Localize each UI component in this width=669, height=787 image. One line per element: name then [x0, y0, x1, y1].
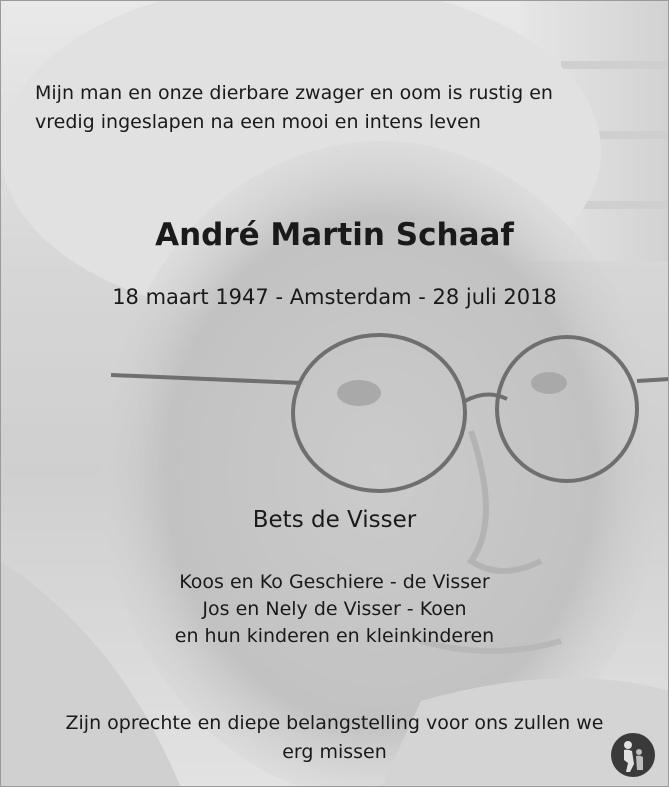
- intro-text: [35, 79, 638, 137]
- spouse-name: Bets de Visser: [252, 507, 417, 533]
- closing-line-1: Zijn oprechte en diepe belangstelling voor ons zullen we: [65, 712, 604, 734]
- closing-text: [21, 709, 648, 767]
- intro-line-1: Mijn man en onze dierbare zwager en oom is rustig en: [35, 82, 553, 104]
- family-list: [1, 569, 668, 650]
- family-line-3: en hun kinderen en kleinkinderen: [174, 625, 495, 647]
- life-dates: 18 maart 1947 - Amsterdam - 28 juli 2018: [112, 285, 557, 309]
- intro-line-2: vredig ingeslapen na een mooi en intens leven: [35, 111, 481, 133]
- closing-line-2: erg missen: [282, 741, 387, 763]
- family-line-1: Koos en Ko Geschiere - de Visser: [179, 571, 490, 593]
- deceased-name: André Martin Schaaf: [155, 217, 514, 253]
- memorial-logo-icon: [610, 732, 656, 778]
- family-line-2: Jos en Nely de Visser - Koen: [202, 598, 467, 620]
